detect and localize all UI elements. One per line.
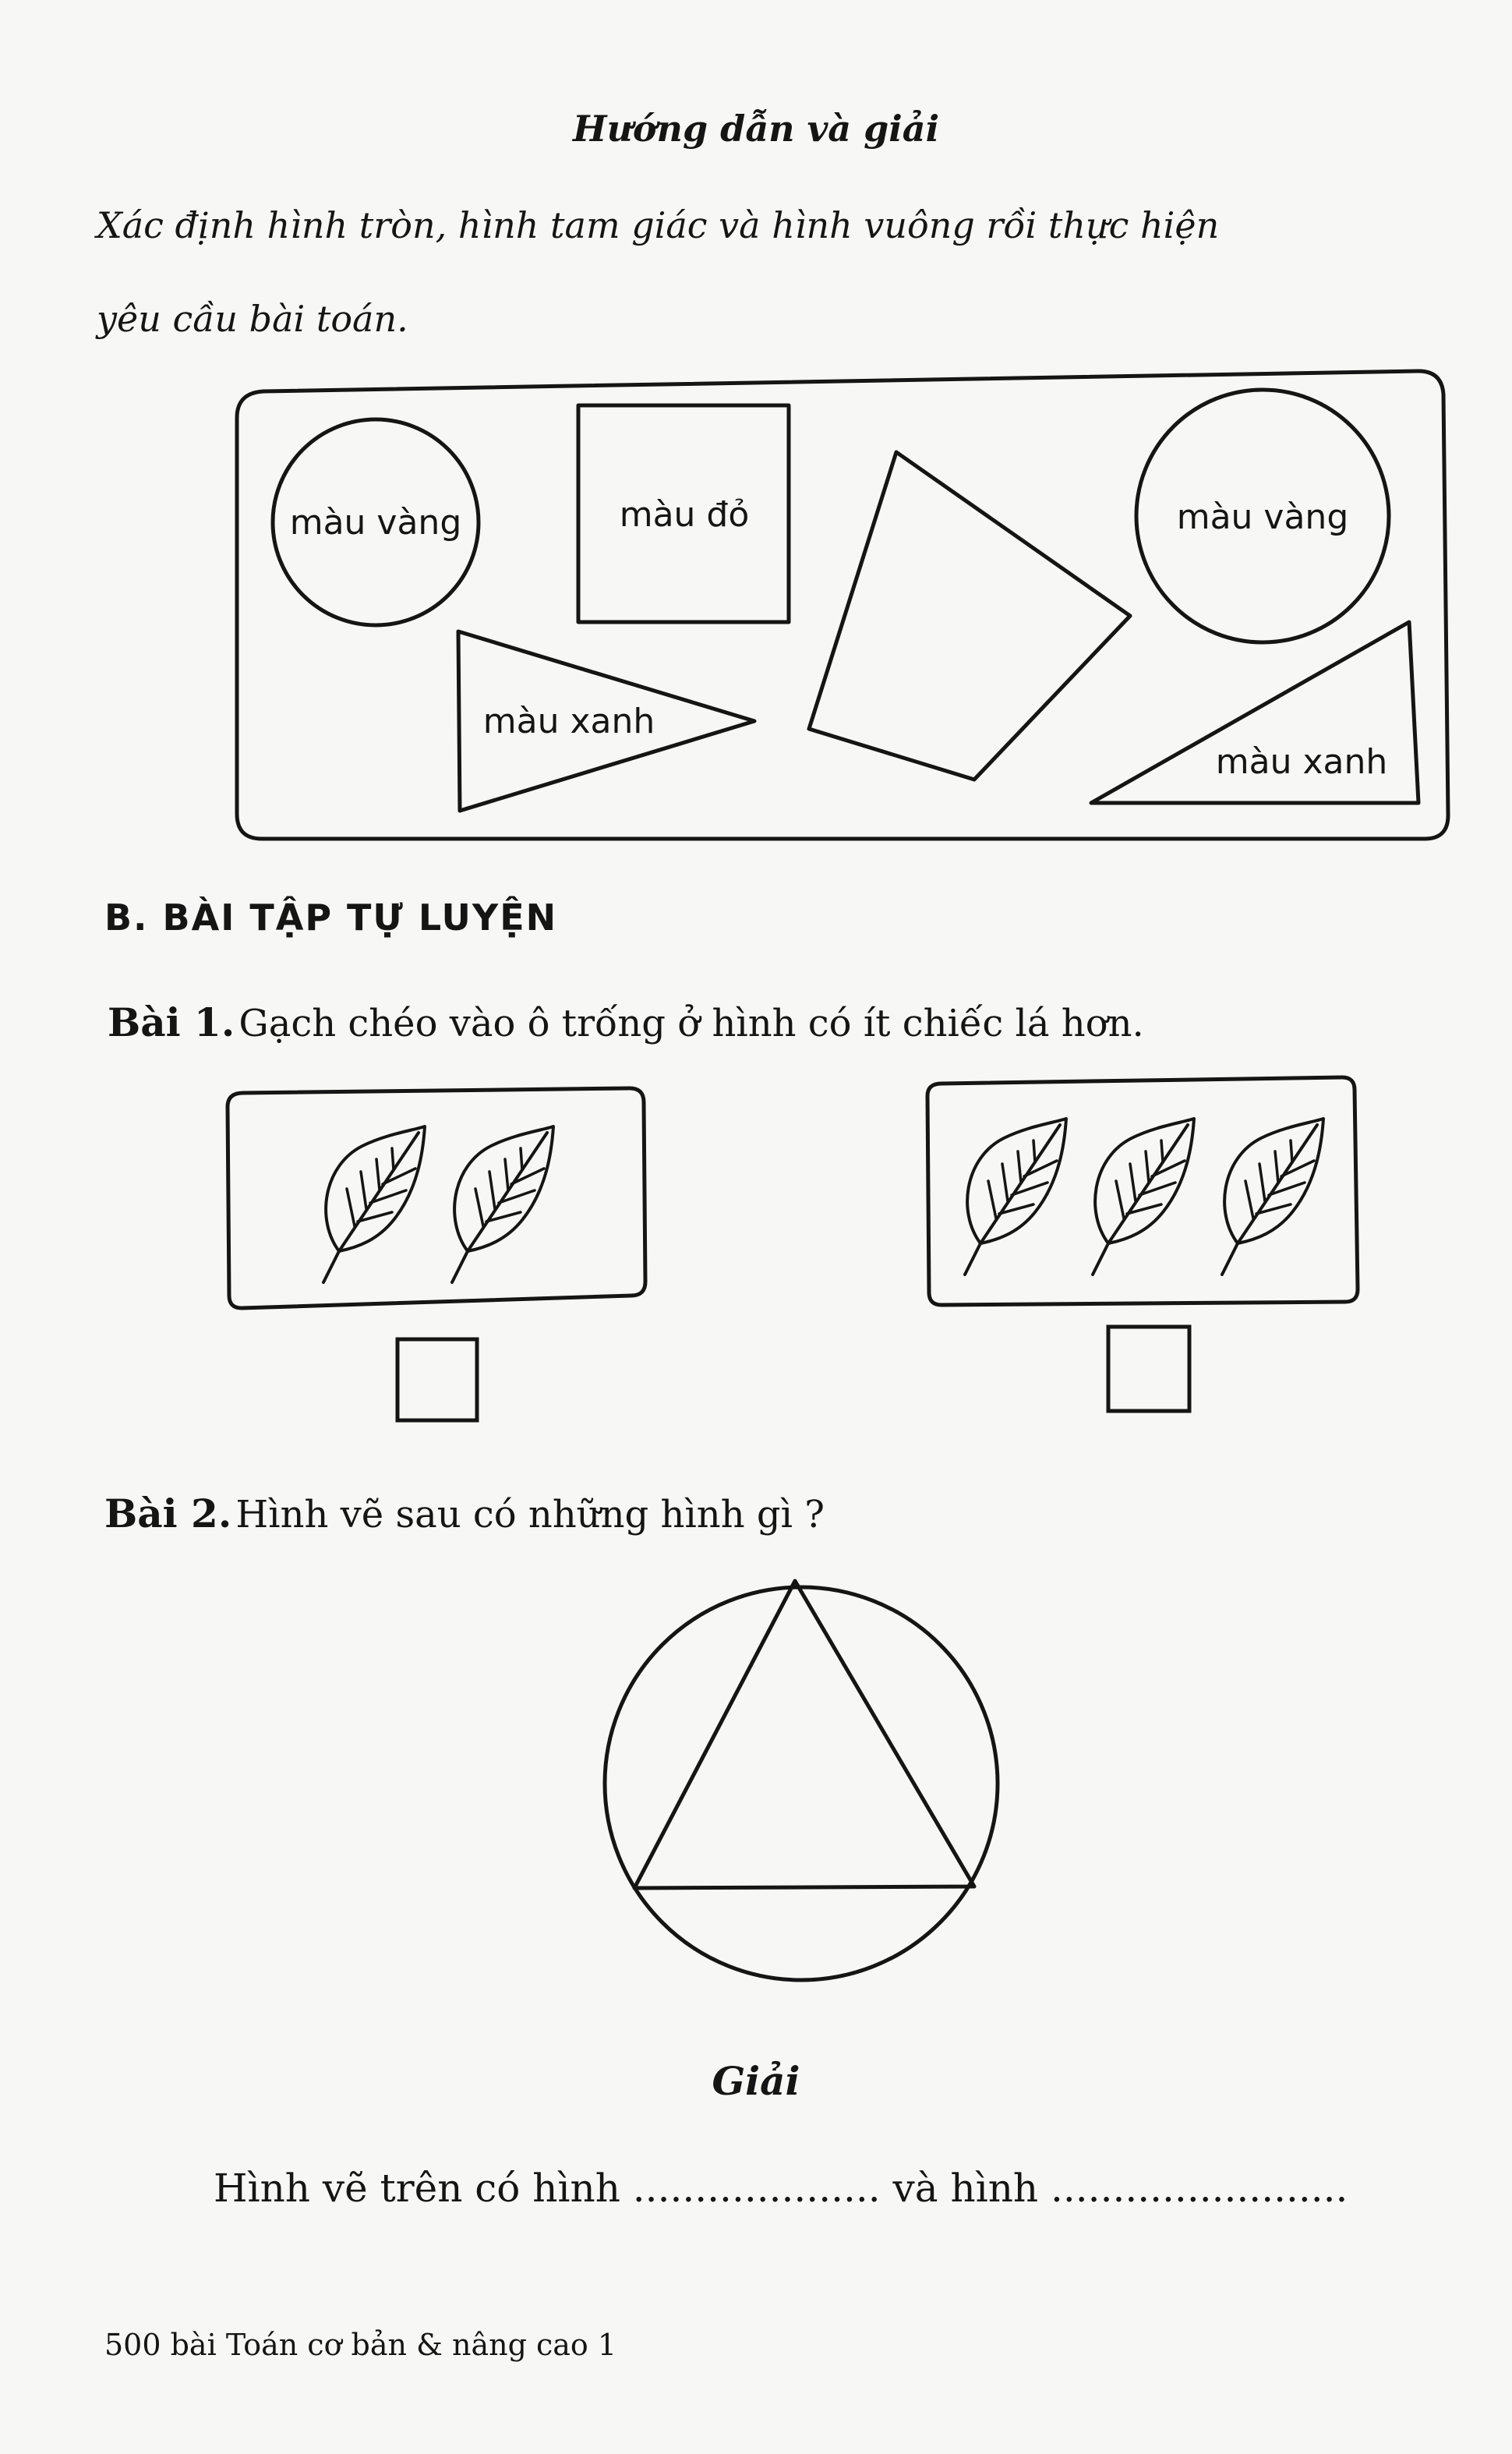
leaf-groups-figure [0,1045,1512,1450]
leaf-icon [323,1126,425,1282]
shapes-figure [0,0,1512,857]
label-circle-right: màu vàng [1176,497,1349,537]
solution-title: Giải [712,2058,800,2104]
section-b-title: B. BÀI TẬP TỰ LUYỆN [104,896,558,939]
guide-intro-line2: yêu cầu bài toán. [97,298,408,340]
leaf-icon [1222,1119,1323,1275]
leaf-icon [1093,1119,1194,1275]
answer-box-left[interactable] [397,1339,477,1420]
leaf-icon [452,1126,553,1282]
exercise2-text: Hình vẽ sau có những hình gì ? [235,1493,825,1536]
book-footer: 500 bài Toán cơ bản & nâng cao 1 [104,2328,617,2362]
label-triangle-left: màu xanh [482,702,655,741]
label-square: màu đỏ [619,495,750,535]
quadrilateral-shape [809,452,1130,780]
circle-triangle-figure [0,1559,1512,2027]
label-triangle-right: màu xanh [1215,742,1388,782]
exercise1-text: Gạch chéo vào ô trống ở hình có ít chiếc lá hơn. [238,1002,1144,1045]
exercise1-label: Bài 1. [108,999,235,1045]
solution-answer-line[interactable]: Hình vẽ trên có hình .................... và hình ........................ [214,2166,1348,2211]
guide-heading: Hướng dẫn và giải [572,108,940,150]
outer-circle-shape [605,1587,998,1980]
exercise1-heading [108,999,1144,1045]
answer-box-right[interactable] [1108,1327,1189,1411]
leaf-group-right [965,1119,1323,1275]
leaf-group-left [323,1126,553,1282]
leaf-group-frame-left [228,1088,645,1308]
guide-intro-line1: Xác định hình tròn, hình tam giác và hình vuông rồi thực hiện [97,204,1220,246]
exercise2-heading [104,1490,825,1536]
leaf-icon [965,1119,1066,1275]
exercise2-label: Bài 2. [104,1490,232,1536]
label-circle-left: màu vàng [289,503,462,543]
